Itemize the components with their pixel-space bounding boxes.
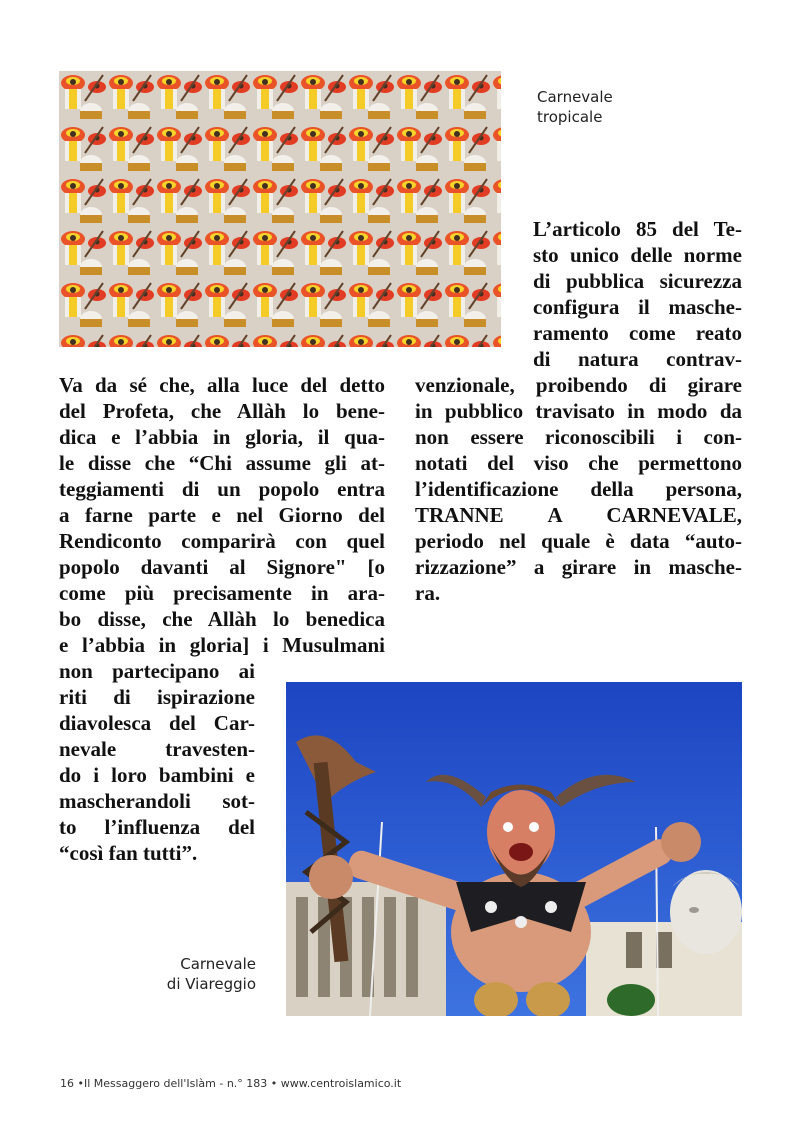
text-line: popolo davanti al Signore" [o [59,555,385,579]
text-line: configura il masche- [533,295,742,319]
page-footer: 16 •Il Messaggero dell'Islàm - n.° 183 • www.centroislamico.it [60,1077,402,1090]
float-illustration [286,682,742,1016]
text-line: periodo nel quale è data “auto- [415,529,742,553]
text-line: in pubblico travisato in modo da [415,399,742,423]
text-line: non essere riconoscibili i con- [415,425,742,449]
text-line: riti di ispirazione [59,685,255,709]
caption-top-line: tropicale [537,108,603,126]
text-line: dica e l’abbia in gloria, il qua- [59,425,385,449]
text-line: ra. [415,581,441,605]
text-line: mascherandoli sot- [59,789,255,813]
text-line: le disse che “Chi assume gli at- [59,451,385,475]
text-line: di pubblica sicurezza [533,269,742,293]
caption-bottom-line: di Viareggio [166,975,256,993]
photo-carnevale-viareggio [286,682,742,1016]
caption-top [537,87,613,127]
text-line: sto unico delle norme [533,243,742,267]
text-line: teggiamenti di un popolo entra [59,477,385,501]
text-line: nevale travesten- [59,737,255,761]
text-line: L’articolo 85 del Te- [533,217,742,241]
caption-bottom [140,954,256,994]
text-line: diavolesca del Car- [59,711,255,735]
text-line: notati del viso che permettono [415,451,742,475]
text-line: TRANNE A CARNEVALE, [415,503,742,527]
text-line: to l’influenza del [59,815,255,839]
text-line: rizzazione” a girare in masche- [415,555,742,579]
text-line: “così fan tutti”. [59,841,198,865]
drummers-illustration [59,71,501,347]
text-line: do i loro bambini e [59,763,255,787]
text-line: non partecipano ai [59,659,255,683]
text-line: a farne parte e nel Giorno del [59,503,385,527]
text-line: Rendiconto comparirà con quel [59,529,385,553]
text-line: l’identificazione della persona, [415,477,742,501]
caption-top-line: Carnevale [537,88,613,106]
text-line: e l’abbia in gloria] i Musulmani [59,633,385,657]
text-line: del Profeta, che Allàh lo bene- [59,399,385,423]
text-line: bo disse, che Allàh lo benedica [59,607,385,631]
text-line: ramento come reato [533,321,742,345]
caption-bottom-line: Carnevale [180,955,256,973]
text-line: Va da sé che, alla luce del detto [59,373,385,397]
text-line: venzionale, proibendo di girare [415,373,742,397]
photo-carnevale-tropicale [59,71,501,347]
text-line: di natura contrav- [533,347,742,371]
text-line: come più precisamente in ara- [59,581,385,605]
